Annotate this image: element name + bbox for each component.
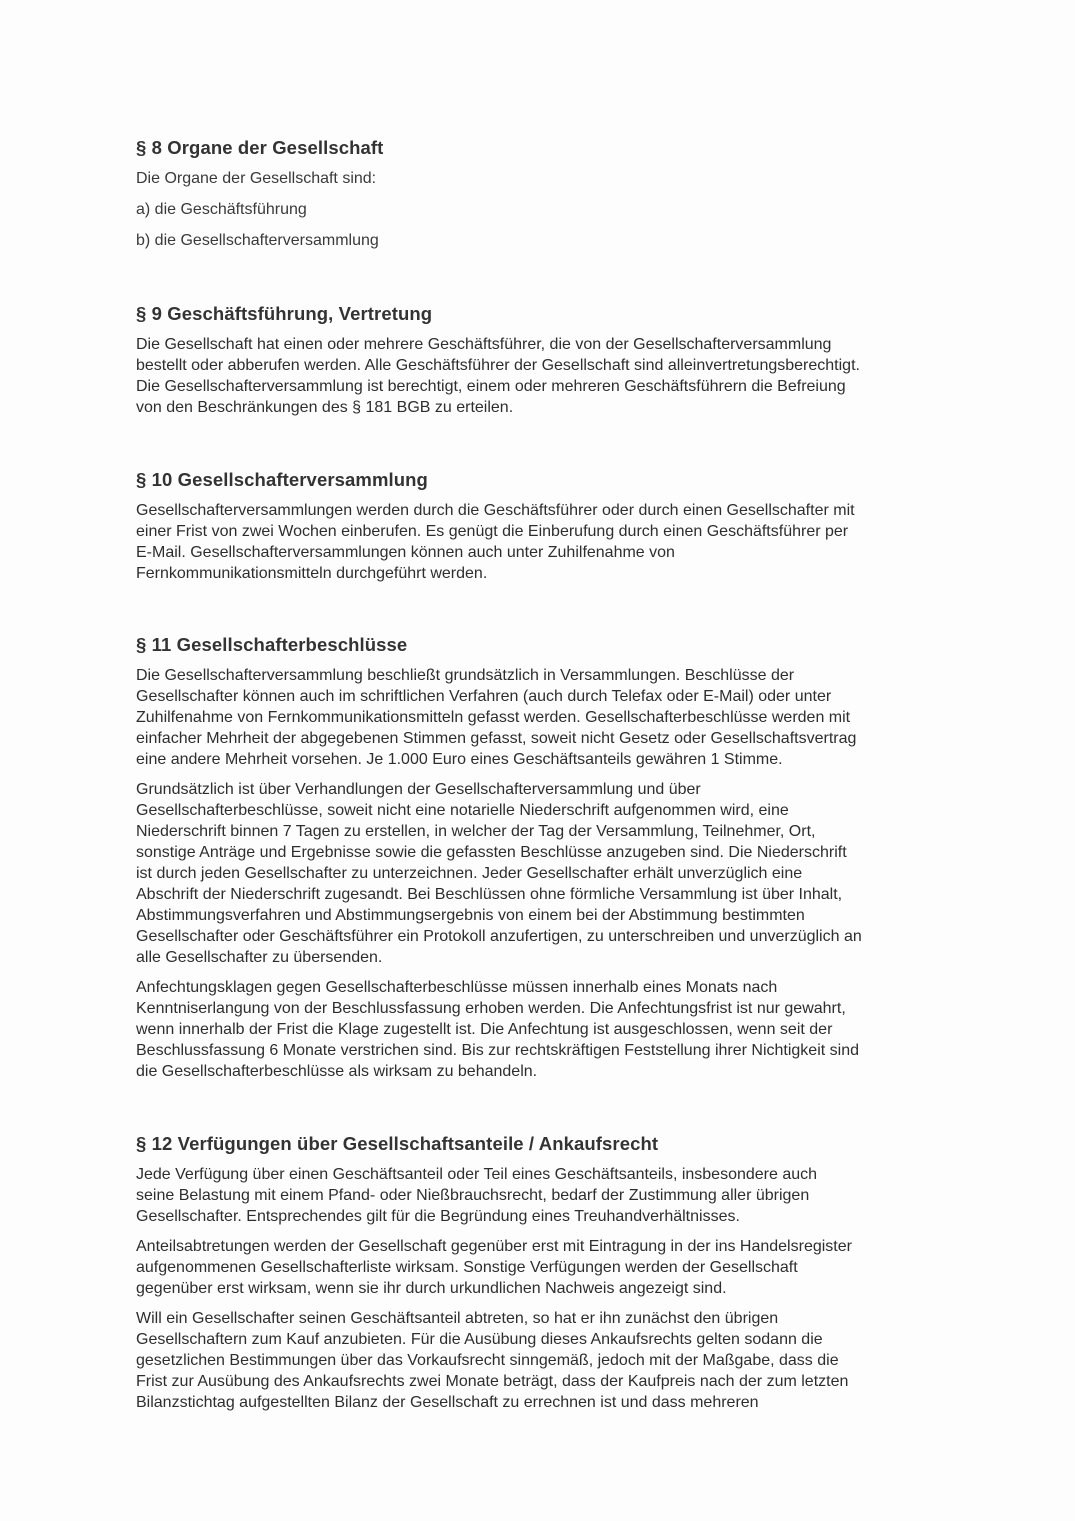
section-intro: Die Organe der Gesellschaft sind:	[136, 170, 377, 187]
list-item: a) die Geschäftsführung	[136, 201, 307, 218]
section-9	[136, 302, 956, 427]
section-heading: § 11 Gesellschafterbeschlüsse	[136, 634, 408, 655]
section-heading: § 8 Organe der Gesellschaft	[136, 137, 384, 158]
paragraph: Grundsätzlich ist über Verhandlungen der Gesellschafterversammlung und über Gesellschafterbeschlüsse, soweit nicht eine notarielle Niederschrift aufgenommen wird, eine Niederschrift binnen 7 Tagen zu erstellen, in welcher der Tag der Versammlung, Teilnehmer, Ort, sonstige Anträge und Ergebnisse sowie die gefassten Beschlüsse anzugeben sind. Die Niederschrift ist durch jeden Gesellschafter zu unterzeichnen. Jeder Gesellschafter erhält unverzüglich eine Abschrift der Niederschrift zugesandt. Bei Beschlüssen ohne förmliche Versammlung ist über Inhalt, Abstimmungsverfahren und Abstimmungsergebnis von einem bei der Abstimmung bestimmten Gesellschafter oder Geschäftsführer ein Protokoll anzufertigen, zu unterschreiben und unverzüglich an alle Gesellschafter zu übersenden.	[136, 781, 862, 966]
paragraph: Anfechtungsklagen gegen Gesellschafterbeschlüsse müssen innerhalb eines Monats nach Kenntniserlangung von der Beschlussfassung erhoben werden. Die Anfechtungsfrist ist nur gewahrt, wenn innerhalb der Frist die Klage zugestellt ist. Die Anfechtung ist ausgeschlossen, wenn seit der Beschlussfassung 6 Monate verstrichen sind. Bis zur rechtskräftigen Feststellung ihrer Nichtigkeit sind die Gesellschafterbeschlüsse als wirksam zu behandeln.	[136, 979, 859, 1080]
section-heading: § 9 Geschäftsführung, Vertretung	[136, 303, 433, 324]
section-10	[136, 468, 956, 593]
paragraph: Gesellschafterversammlungen werden durch die Geschäftsführer oder durch einen Gesellschafter mit einer Frist von zwei Wochen einberufen. Es genügt die Einberufung durch einen Geschäftsführer per E-Mail. Gesellschafterversammlungen können auch unter Zuhilfenahme von Fernkommunikationsmitteln durchgeführt werden.	[136, 502, 855, 582]
section-11	[136, 633, 956, 1091]
list-item: b) die Gesellschafterversammlung	[136, 232, 379, 249]
paragraph: Die Gesellschafterversammlung beschließt grundsätzlich in Versammlungen. Beschlüsse der Gesellschafter können auch im schriftlichen Verfahren (auch durch Telefax oder E-Mail) oder unter Zuhilfenahme von Fernkommunikationsmitteln gefasst werden. Gesellschafterbeschlüsse werden mit einfacher Mehrheit der abgegebenen Stimmen gefasst, soweit nicht Gesetz oder Gesellschaftsvertrag eine andere Mehrheit vorsehen. Je 1.000 Euro eines Geschäftsanteils gewähren 1 Stimme.	[136, 667, 857, 768]
section-12	[136, 1132, 956, 1422]
section-heading: § 12 Verfügungen über Gesellschaftsanteile / Ankaufsrecht	[136, 1133, 659, 1154]
paragraph: Will ein Gesellschafter seinen Geschäftsanteil abtreten, so hat er ihn zunächst den übrigen Gesellschaftern zum Kauf anzubieten. Für die Ausübung dieses Ankaufsrechts gelten sodann die gesetzlichen Bestimmungen über das Vorkaufsrecht sinngemäß, jedoch mit der Maßgabe, dass die Frist zur Ausübung des Ankaufsrechts zwei Monate beträgt, dass der Kaufpreis nach der zum letzten Bilanzstichtag aufgestellten Bilanz der Gesellschaft zu errechnen ist und dass mehreren	[136, 1310, 849, 1411]
paragraph: Jede Verfügung über einen Geschäftsanteil oder Teil eines Geschäftsanteils, insbesondere auch seine Belastung mit einem Pfand- oder Nießbrauchsrecht, bedarf der Zustimmung aller übrigen Gesellschafter. Entsprechendes gilt für die Begründung eines Treuhandverhältnisses.	[136, 1166, 818, 1225]
paragraph: Die Gesellschaft hat einen oder mehrere Geschäftsführer, die von der Gesellschafterversammlung bestellt oder abberufen werden. Alle Geschäftsführer der Gesellschaft sind alleinvertretungsberechtigt. Die Gesellschafterversammlung ist berechtigt, einem oder mehreren Geschäftsführern die Befreiung von den Beschränkungen des § 181 BGB zu erteilen.	[136, 336, 860, 416]
paragraph: Anteilsabtretungen werden der Gesellschaft gegenüber erst mit Eintragung in der ins Handelsregister aufgenommenen Gesellschafterliste wirksam. Sonstige Verfügungen werden der Gesellschaft gegenüber erst wirksam, wenn sie ihr durch urkundlichen Nachweis angezeigt sind.	[136, 1238, 852, 1297]
section-8	[136, 136, 956, 261]
section-heading: § 10 Gesellschafterversammlung	[136, 469, 428, 490]
